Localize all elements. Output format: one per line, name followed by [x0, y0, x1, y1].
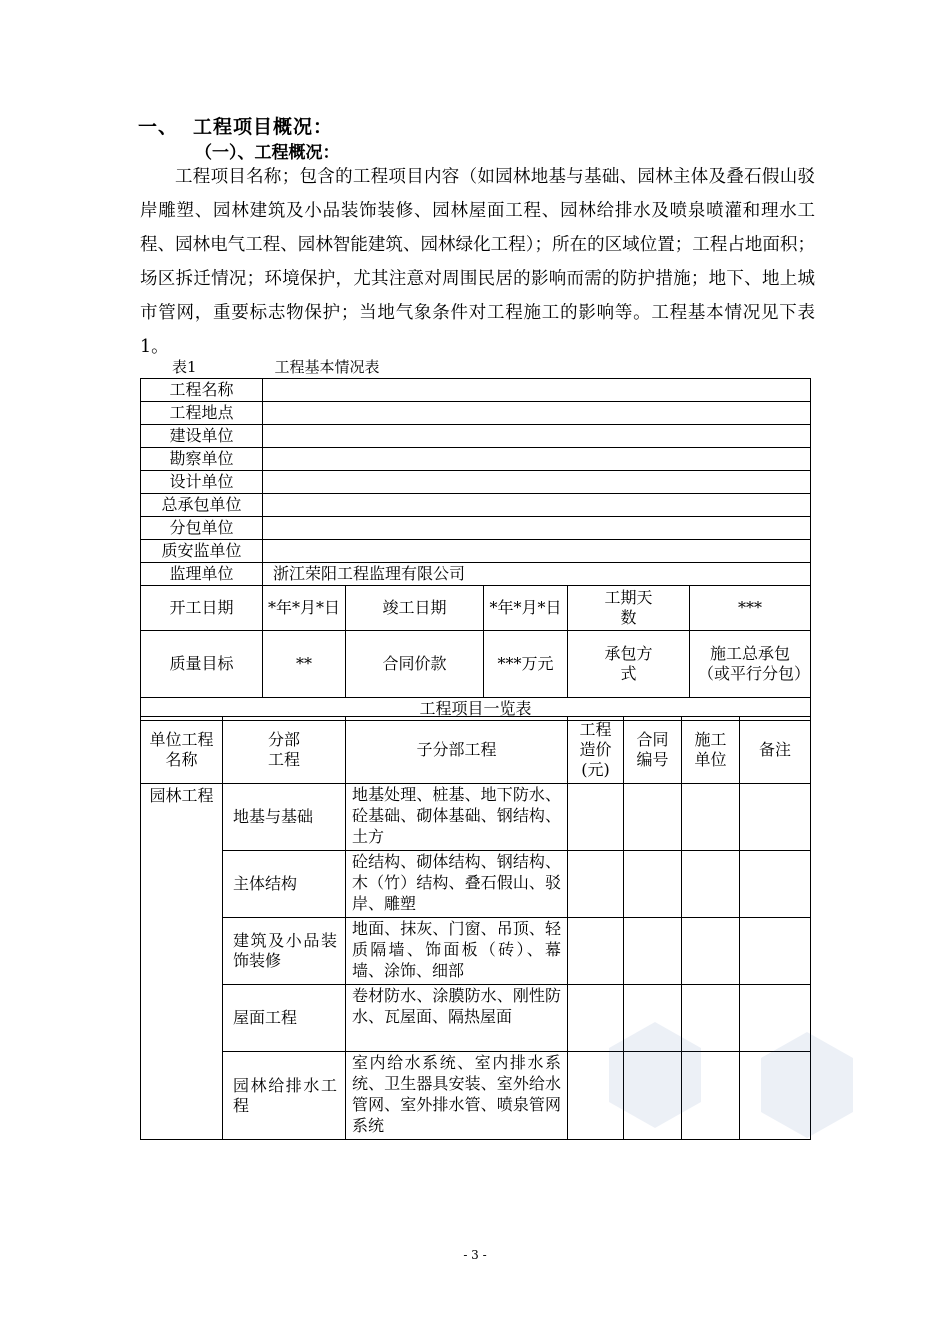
contract-no-cell — [624, 851, 682, 918]
contractor-cell — [682, 918, 740, 985]
contract-mode-value: 施工总承包（或平行分包） — [690, 631, 811, 698]
start-date-label: 开工日期 — [141, 586, 263, 631]
row-label: 工程名称 — [141, 379, 263, 402]
header-division: 分部工程 — [223, 717, 346, 784]
row-label: 建设单位 — [141, 425, 263, 448]
contractor-cell — [682, 851, 740, 918]
row-value — [263, 540, 811, 563]
end-date-value: *年*月*日 — [484, 586, 568, 631]
table-row — [141, 517, 811, 540]
header-cost: 工程造价(元) — [568, 717, 624, 784]
contract-no-cell — [624, 918, 682, 985]
header-row — [141, 717, 811, 784]
subdivision-cell: 卷材防水、涂膜防水、刚性防水、瓦屋面、隔热屋面 — [346, 985, 568, 1052]
contract-no-cell — [624, 1052, 682, 1140]
row-value — [263, 517, 811, 540]
project-list-table — [140, 716, 811, 1140]
row-label: 工程地点 — [141, 402, 263, 425]
subsection-heading: （一）、工程概况： — [195, 143, 340, 163]
row-value — [263, 379, 811, 402]
subdivision-cell: 室内给水系统、室内排水系统、卫生器具安装、室外给水管网、室外排水管、喷泉管网系统 — [346, 1052, 568, 1140]
cost-cell — [568, 784, 624, 851]
contractor-cell — [682, 1052, 740, 1140]
row-label: 设计单位 — [141, 471, 263, 494]
table-row — [141, 448, 811, 471]
row-label: 分包单位 — [141, 517, 263, 540]
cost-cell — [568, 851, 624, 918]
table-row — [141, 851, 811, 918]
section-title: 工程项目概况： — [193, 116, 334, 138]
row-label: 总承包单位 — [141, 494, 263, 517]
list-title: 工程项目一览表 — [141, 698, 811, 721]
quality-label: 质量目标 — [141, 631, 263, 698]
price-label: 合同价款 — [346, 631, 484, 698]
cost-cell — [568, 918, 624, 985]
header-subdivision: 子分部工程 — [346, 717, 568, 784]
contract-no-cell — [624, 784, 682, 851]
cost-cell — [568, 1052, 624, 1140]
row-value — [263, 402, 811, 425]
caption-label: 表1 — [172, 358, 197, 376]
table-row — [141, 563, 811, 586]
remark-cell — [740, 784, 811, 851]
caption-title: 工程基本情况表 — [274, 358, 380, 376]
row-value — [263, 471, 811, 494]
table-row — [141, 540, 811, 563]
header-contract-no: 合同编号 — [624, 717, 682, 784]
row-value — [263, 425, 811, 448]
table-row — [141, 379, 811, 402]
intro-paragraph — [140, 160, 815, 364]
header-contractor: 施工单位 — [682, 717, 740, 784]
division-cell: 园林给排水工程 — [223, 1052, 346, 1140]
start-date-value: *年*月*日 — [263, 586, 346, 631]
duration-label: 工期天数 — [568, 586, 690, 631]
basic-info-table — [140, 378, 811, 721]
division-cell: 建筑及小品装饰装修 — [223, 918, 346, 985]
remark-cell — [740, 1052, 811, 1140]
remark-cell — [740, 918, 811, 985]
section-heading — [138, 112, 333, 139]
section-number: 一、 — [138, 116, 179, 138]
price-value: ***万元 — [484, 631, 568, 698]
intro-text: 工程项目名称；包含的工程项目内容（如园林地基与基础、园林主体及叠石假山驳岸雕塑、园林建筑及小品装饰装修、园林屋面工程、园林给排水及喷泉喷灌和理水工程、园林电气工程、园林智能建筑、园林绿化工程）；所在的区域位置；工程占地面积；场区拆迁情况；环境保护，尤其注意对周围民居的影响而需的防护措施；地下、地上城市管网，重要标志物保护；当地气象条件对工程施工的影响等。工程基本情况见下表1。 — [140, 167, 815, 357]
table-caption — [172, 356, 380, 377]
table-row — [141, 471, 811, 494]
subdivision-cell: 砼结构、砌体结构、钢结构、木（竹）结构、叠石假山、驳岸、雕塑 — [346, 851, 568, 918]
table-row — [141, 631, 811, 698]
row-value: 浙江荣阳工程监理有限公司 — [263, 563, 811, 586]
duration-value: *** — [690, 586, 811, 631]
end-date-label: 竣工日期 — [346, 586, 484, 631]
table-row — [141, 586, 811, 631]
row-label: 监理单位 — [141, 563, 263, 586]
table-row — [141, 918, 811, 985]
row-label: 质安监单位 — [141, 540, 263, 563]
row-value — [263, 494, 811, 517]
remark-cell — [740, 851, 811, 918]
division-cell: 屋面工程 — [223, 985, 346, 1052]
table-row — [141, 494, 811, 517]
cost-cell — [568, 985, 624, 1052]
row-value — [263, 448, 811, 471]
remark-cell — [740, 985, 811, 1052]
subdivision-cell: 地基处理、桩基、地下防水、砼基础、砌体基础、钢结构、土方 — [346, 784, 568, 851]
contract-mode-label: 承包方式 — [568, 631, 690, 698]
quality-value: ** — [263, 631, 346, 698]
subdivision-cell: 地面、抹灰、门窗、吊顶、轻质隔墙、饰面板（砖）、幕墙、涂饰、细部 — [346, 918, 568, 985]
division-cell: 地基与基础 — [223, 784, 346, 851]
table-row — [141, 1052, 811, 1140]
table-row — [141, 784, 811, 851]
table-row — [141, 985, 811, 1052]
unit-name: 园林工程 — [141, 784, 223, 1140]
division-cell: 主体结构 — [223, 851, 346, 918]
table-row — [141, 402, 811, 425]
row-label: 勘察单位 — [141, 448, 263, 471]
header-remark: 备注 — [740, 717, 811, 784]
table-row — [141, 425, 811, 448]
contractor-cell — [682, 784, 740, 851]
contract-no-cell — [624, 985, 682, 1052]
header-unit: 单位工程名称 — [141, 717, 223, 784]
contractor-cell — [682, 985, 740, 1052]
page-number: - 3 - — [463, 1248, 487, 1262]
